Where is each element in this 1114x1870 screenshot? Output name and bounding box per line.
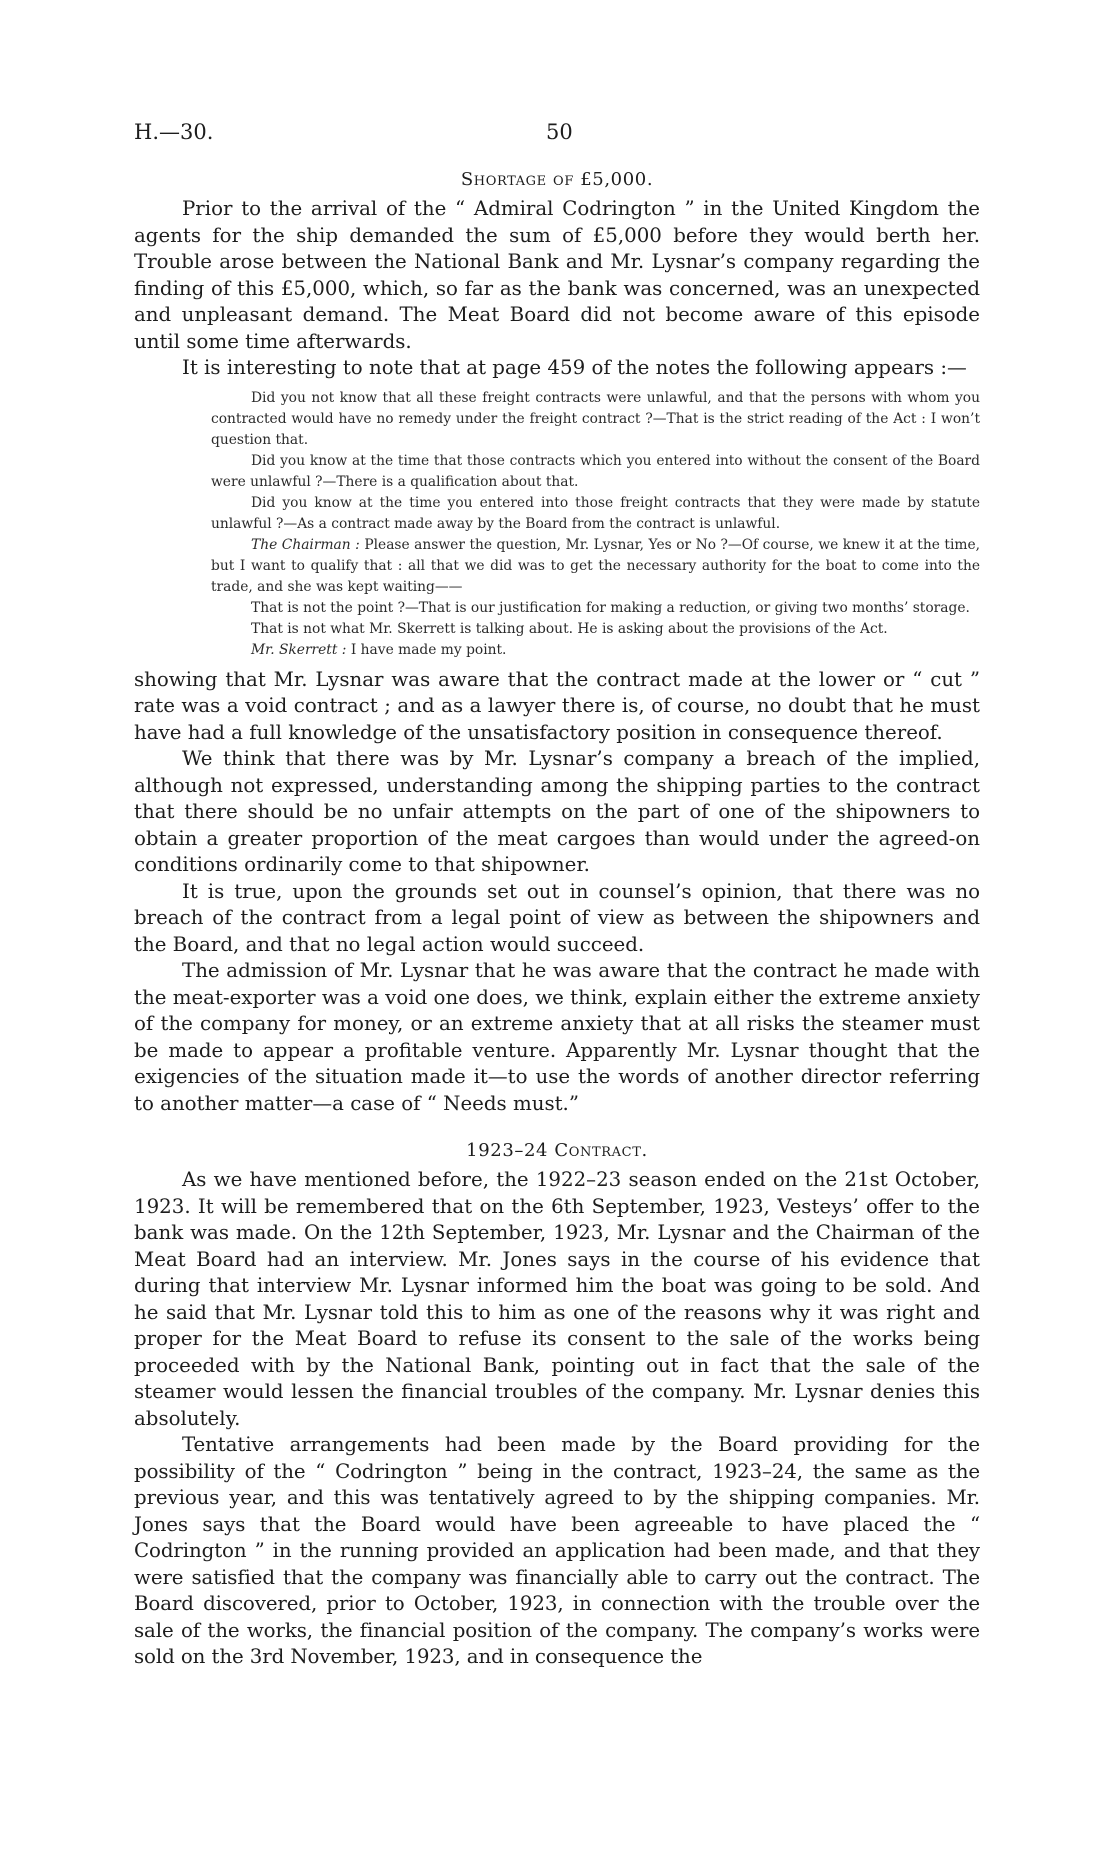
paragraph: Prior to the arrival of the “ Admiral Codrington ” in the United Kingdom the agents for the ship demanded the sum of £5,000 before they would berth her. Trouble arose between the National Bank and Mr. Lysnar’s company regarding the finding of this £5,000, which, so far as the bank was concerned, was an unexpected and unpleasant demand. The Meat Board did not become aware of this episode until some time afterwards. bbox=[134, 197, 980, 353]
page-number: 50 bbox=[546, 120, 573, 144]
evidence-extract bbox=[211, 388, 980, 661]
evidence-text: Did you know at the time you entered into those freight contracts that they were made by statute unlawful ?—As a contract made away by the Board from the contract is unlawful. bbox=[211, 494, 980, 532]
paragraph: Tentative arrangements had been made by the Board providing for the possibility of the “ Codrington ” being in the contract, 1923–24, the same as the previous year, and this was tentatively agreed to by the shipping companies. Mr. Jones says that the Board would have been agreeable to have placed the “ Codrington ” in the running provided an application had been made, and that they were satisfied that the company was financially able to carry out the contract. The Board discovered, prior to October, 1923, in connection with the trouble over the sale of the works, the financial position of the company. The company’s works were sold on the 3rd November, 1923, and in consequence the bbox=[134, 1433, 980, 1668]
evidence-text: I have made my point. bbox=[350, 641, 507, 658]
paragraph: showing that Mr. Lysnar was aware that the contract made at the lower or “ cut ” rate was a void contract ; and as a lawyer there is, of course, no doubt that he must have had a full knowledge of the unsatisfactory position in consequence thereof. bbox=[134, 667, 980, 744]
evidence-line bbox=[211, 451, 980, 493]
evidence-text: Please answer the question, Mr. Lysnar, Yes or No ?—Of course, we knew it at the time, but I want to qualify that : all that we did was to get the necessary authority for the boat to come into the trade, and she was kept waiting—— bbox=[211, 536, 980, 595]
speaker-label: Mr. Skerrett : bbox=[251, 641, 347, 658]
evidence-line bbox=[211, 640, 980, 661]
evidence-line bbox=[211, 619, 980, 640]
section-heading-contract: 1923–24 Contract. bbox=[466, 1140, 648, 1161]
evidence-line bbox=[211, 493, 980, 535]
document-reference: H.—30. bbox=[134, 120, 214, 144]
section-heading-shortage: Shortage of £5,000. bbox=[460, 169, 654, 190]
paragraph: As we have mentioned before, the 1922–23 season ended on the 21st October, 1923. It will be remembered that on the 6th September, 1923, Vesteys’ offer to the bank was made. On the 12th September, 1923, Mr. Lysnar and the Chairman of the Meat Board had an interview. Mr. Jones says in the course of his evidence that during that interview Mr. Lysnar informed him the boat was going to be sold. And he said that Mr. Lysnar told this to him as one of the reasons why it was right and proper for the Meat Board to refuse its consent to the sale of the works being proceeded with by the National Bank, pointing out in fact that the sale of the steamer would lessen the financial troubles of the company. Mr. Lysnar denies this absolutely. bbox=[134, 1168, 980, 1430]
evidence-line bbox=[211, 535, 980, 598]
speaker-label: The Chairman : bbox=[251, 536, 360, 553]
paragraph: It is true, upon the grounds set out in counsel’s opinion, that there was no breach of the contract from a legal point of view as between the shipowners and the Board, and that no legal action would succeed. bbox=[134, 879, 980, 956]
evidence-text: Did you not know that all these freight contracts were unlawful, and that the persons with whom you contracted would have no remedy under the freight contract ?—That is the strict reading of the Act : I won’t question that. bbox=[211, 389, 980, 448]
evidence-text: Did you know at the time that those contracts which you entered into without the consent of the Board were unlawful ?—There is a qualification about that. bbox=[211, 452, 980, 490]
paragraph: We think that there was by Mr. Lysnar’s company a breach of the implied, although not expressed, understanding among the shipping parties to the contract that there should be no unfair attempts on the part of one of the shipowners to obtain a greater proportion of the meat cargoes than would under the agreed-on conditions ordinarily come to that shipowner. bbox=[134, 747, 980, 876]
paragraph: The admission of Mr. Lysnar that he was aware that the contract he made with the meat-exporter was a void one does, we think, explain either the extreme anxiety of the company for money, or an extreme anxiety that at all risks the steamer must be made to appear a profitable venture. Apparently Mr. Lysnar thought that the exigencies of the situation made it—to use the words of another director referring to another matter—a case of “ Needs must.” bbox=[134, 959, 980, 1115]
page-body bbox=[134, 168, 980, 1671]
paragraph: It is interesting to note that at page 459 of the notes the following appears :— bbox=[182, 356, 967, 379]
evidence-line bbox=[211, 388, 980, 451]
evidence-text: That is not what Mr. Skerrett is talking about. He is asking about the provisions of the Act. bbox=[251, 620, 888, 637]
evidence-text: That is not the point ?—That is our justification for making a reduction, or giving two months’ storage. bbox=[251, 599, 970, 616]
page-header bbox=[134, 120, 980, 150]
evidence-line bbox=[211, 598, 980, 619]
